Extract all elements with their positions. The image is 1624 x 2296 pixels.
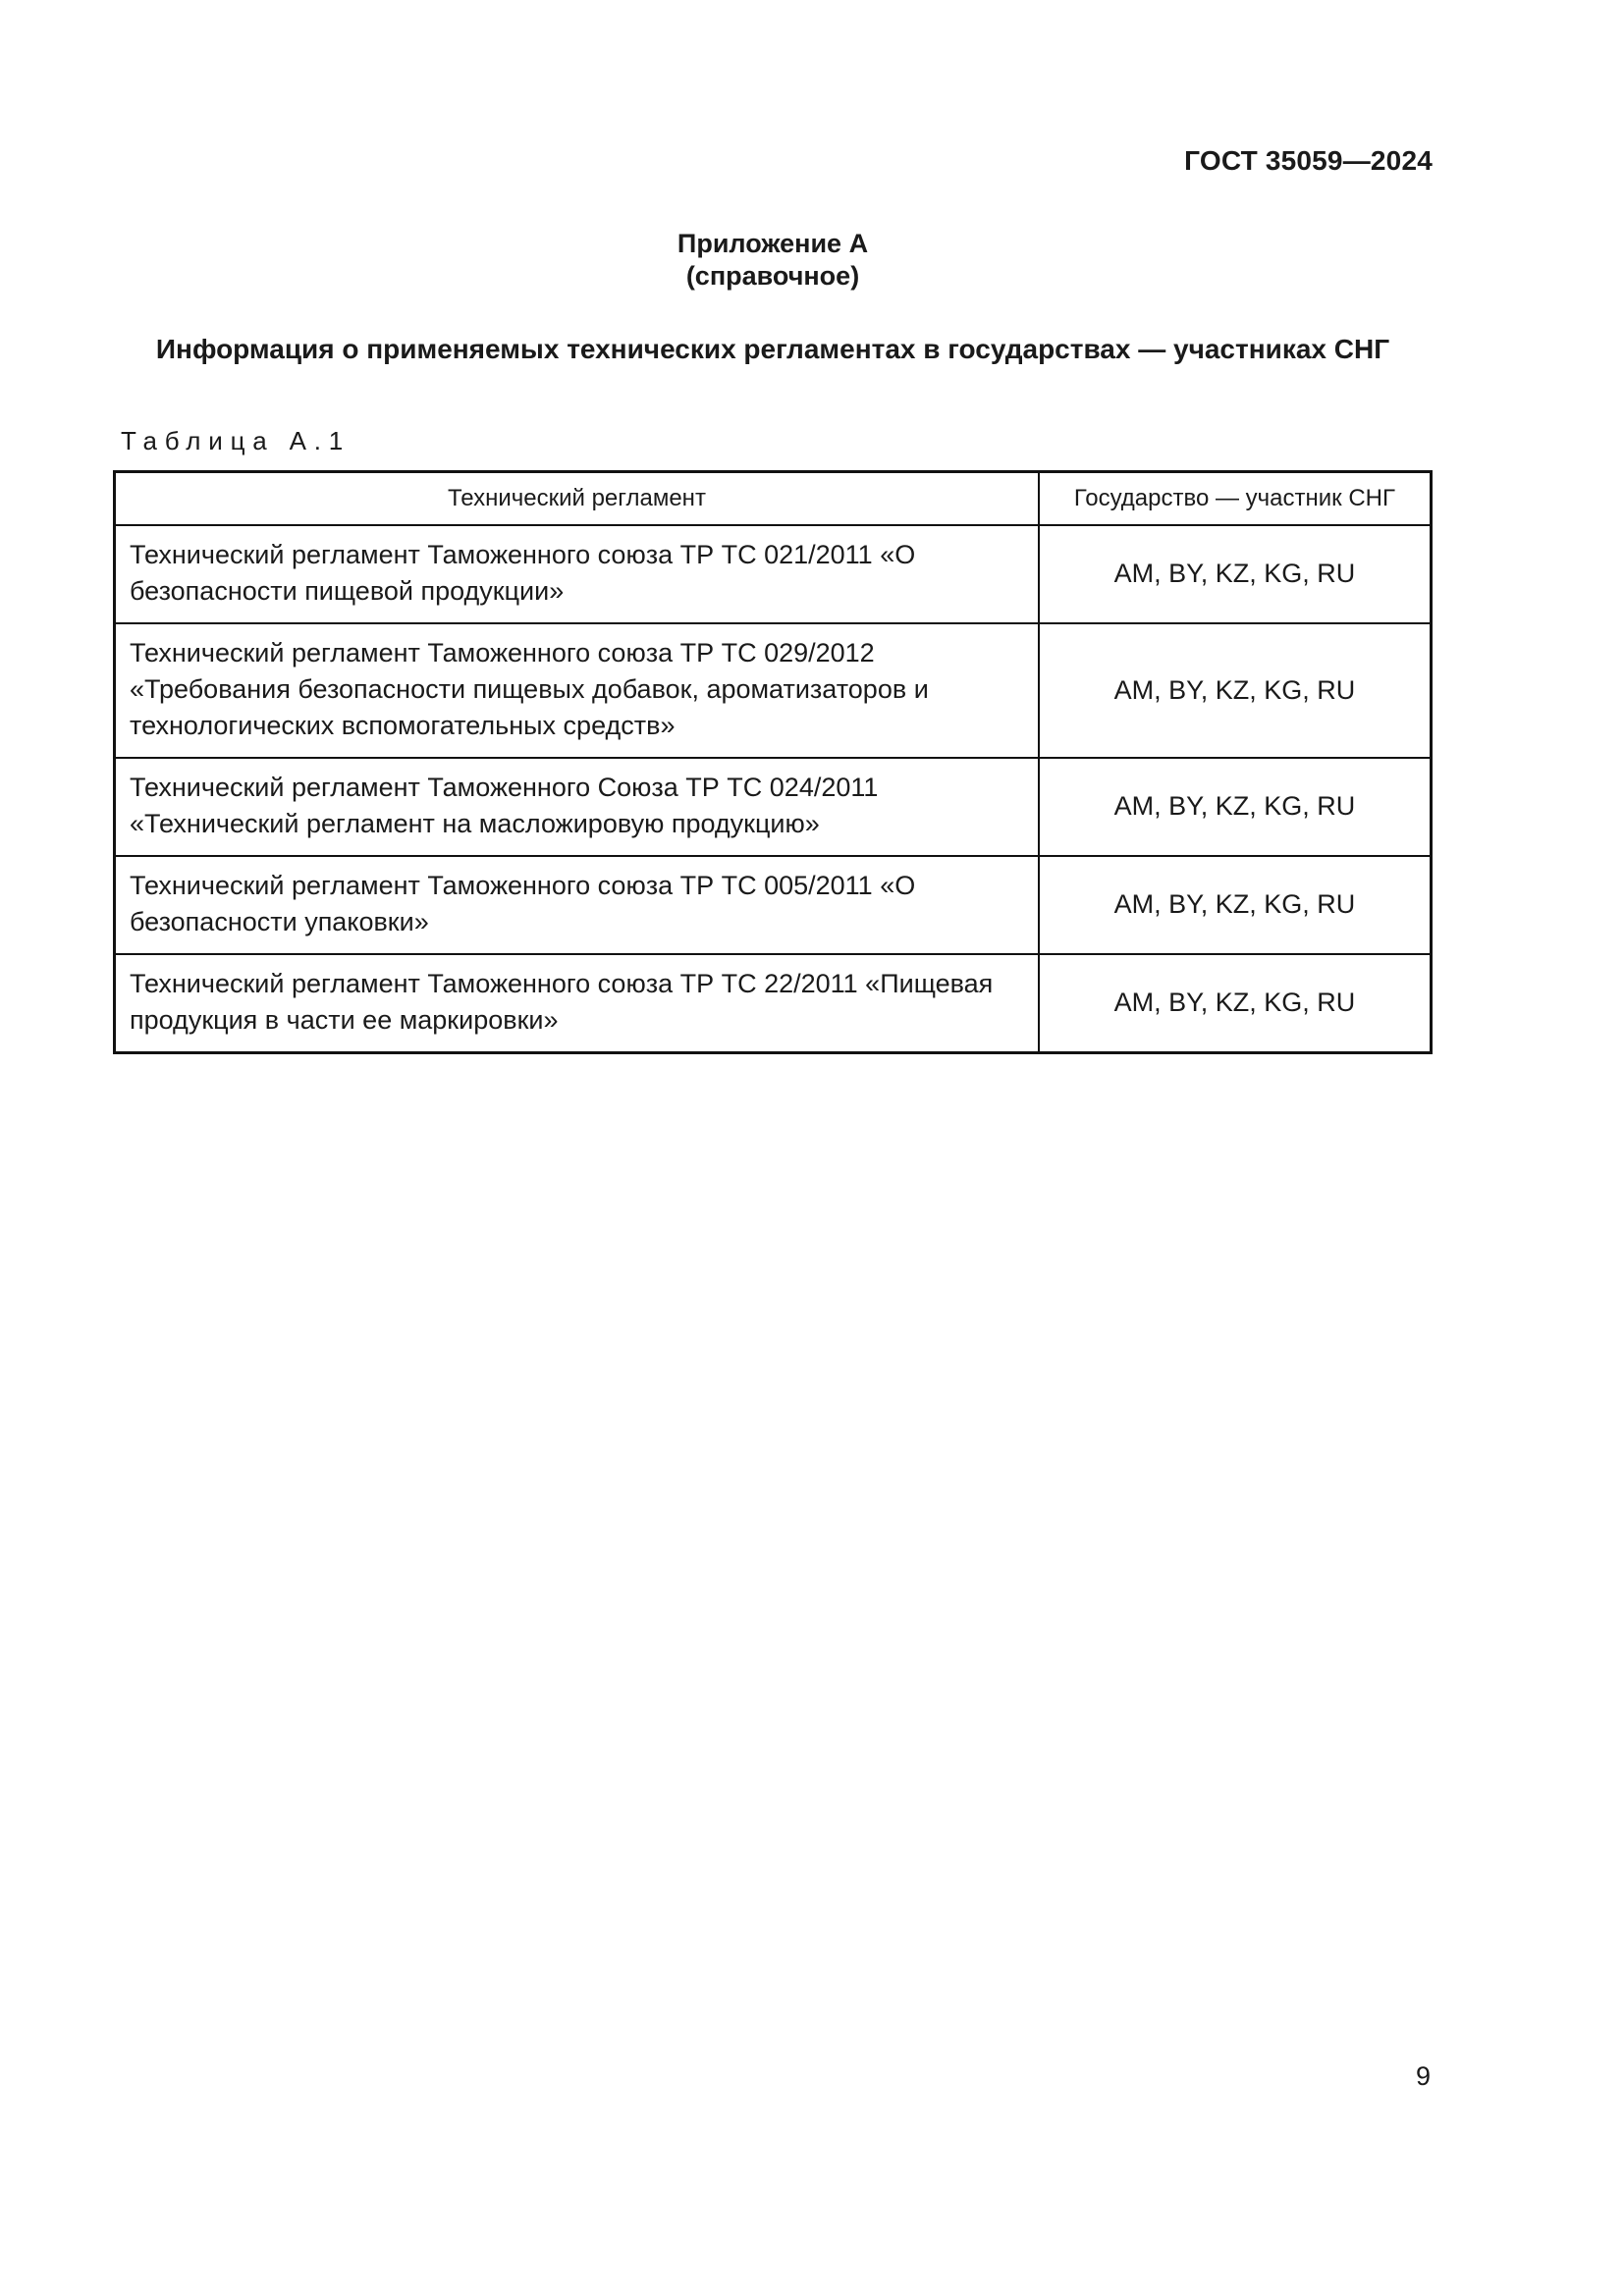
page-number: 9 xyxy=(1415,2061,1431,2091)
page-title: Информация о применяемых технических регламентах в государствах — участниках СНГ xyxy=(155,333,1390,364)
table-body xyxy=(115,525,1432,1052)
regulation-cell: Технический регламент Таможенного Союза ТР ТС 024/2011 «Технический регламент на масложировую продукцию» xyxy=(115,758,1039,856)
table-row xyxy=(115,954,1432,1052)
regulation-cell: Технический регламент Таможенного союза ТР ТС 005/2011 «О безопасности упаковки» xyxy=(115,856,1039,954)
states-cell: AM, BY, KZ, KG, RU xyxy=(1039,954,1432,1052)
states-cell: AM, BY, KZ, KG, RU xyxy=(1039,856,1432,954)
appendix-note: (справочное) xyxy=(685,260,860,291)
states-cell: AM, BY, KZ, KG, RU xyxy=(1039,525,1432,623)
appendix-title: Приложение А xyxy=(677,229,869,258)
table-row xyxy=(115,758,1432,856)
regulations-table xyxy=(113,470,1433,1054)
appendix-heading xyxy=(113,228,1433,293)
column-header-regulation: Технический регламент xyxy=(115,471,1039,525)
regulation-cell: Технический регламент Таможенного союза ТР ТС 029/2012 «Требования безопасности пищевых добавок, ароматизаторов и технологических вспомогательных средств» xyxy=(115,623,1039,758)
states-cell: AM, BY, KZ, KG, RU xyxy=(1039,623,1432,758)
column-header-states: Государство — участник СНГ xyxy=(1039,471,1432,525)
table-label: Таблица А.1 xyxy=(121,425,351,455)
table-row xyxy=(115,623,1432,758)
states-cell: AM, BY, KZ, KG, RU xyxy=(1039,758,1432,856)
regulation-cell: Технический регламент Таможенного союза ТР ТС 021/2011 «О безопасности пищевой продукции» xyxy=(115,525,1039,623)
page-content xyxy=(113,0,1433,1054)
doc-number: ГОСТ 35059—2024 xyxy=(1184,145,1433,176)
table-row xyxy=(115,525,1432,623)
table-row xyxy=(115,856,1432,954)
table-header-row xyxy=(115,471,1432,525)
regulation-cell: Технический регламент Таможенного союза ТР ТС 22/2011 «Пищевая продукция в части ее маркировки» xyxy=(115,954,1039,1052)
